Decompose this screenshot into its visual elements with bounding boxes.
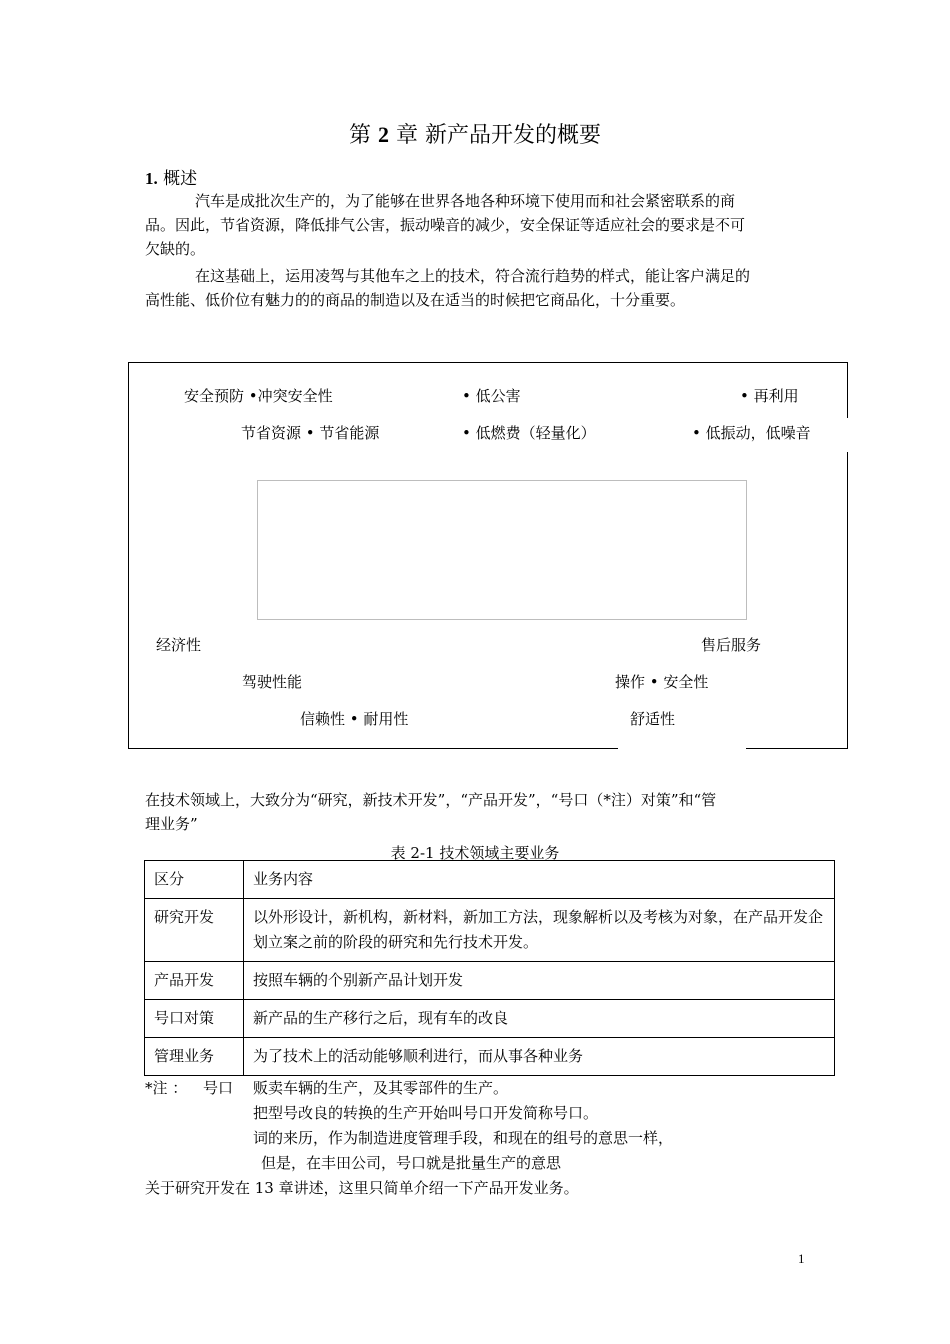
table-intro [145,788,810,836]
note-line: 但是，在丰田公司，号口就是批量生产的意思 [261,1154,562,1172]
table-caption: 表 2-1 技术领域主要业务 [390,844,560,862]
chapter-title [0,118,950,149]
table-row [145,1038,835,1076]
table-cell-content: 新产品的生产移行之后，现有车的改良 [244,1000,835,1038]
note-line: 词的来历，作为制造进度管理手段，和现在的组号的意思一样， [253,1129,674,1147]
table-cell-content: 为了技术上的活动能够顺利进行，而从事各种业务 [244,1038,835,1076]
diagram-label: • 低公害 [462,387,521,405]
note-label: *注 ： [145,1079,188,1097]
table-row [145,962,835,1000]
diagram-label: 舒适性 [630,710,676,728]
table-cell-category: 管理业务 [145,1038,244,1076]
diagram-label: 信赖性 • 耐用性 [300,710,409,728]
chapter-title-text: 章 新产品开发的概要 [396,123,601,148]
chapter-number: 2 [378,122,389,147]
diagram-label: 安全预防 •冲突安全性 [184,387,333,405]
paragraph-line: 在技术领域上，大致分为“研究，新技术开发”，“产品开发”，“号口（*注）对策”和“管 [145,791,717,809]
business-table [144,860,835,1076]
paragraph-1 [145,189,810,261]
table-cell-content: 按照车辆的个别新产品计划开发 [244,962,835,1000]
paragraph-line: 汽车是成批次生产的，为了能够在世界各地各种环境下使用而和社会紧密联系的商 [195,192,736,210]
note-line: 把型号改良的转换的生产开始叫号口开发简称号口。 [253,1104,599,1122]
diagram-label: 节省资源 • 节省能源 [241,424,380,442]
diagram-border-gap [845,418,851,452]
diagram-border-gap [618,745,746,753]
section-number: 1. [145,169,158,188]
paragraph-line: 高性能、低价位有魅力的的商品的制造以及在适当的时候把它商品化，十分重要。 [145,291,686,309]
diagram-label: 售后服务 [701,636,762,654]
paragraph-line: 理业务” [145,815,198,833]
table-header-row [145,861,835,899]
table-cell-category: 研究开发 [145,899,244,962]
diagram-label: • 低振动，低噪音 [692,424,811,442]
paragraph-line: 在这基础上，运用凌驾与其他车之上的技术，符合流行趋势的样式，能让客户满足的 [195,267,751,285]
note-term: 号口 [203,1079,234,1097]
table-cell-category: 产品开发 [145,962,244,1000]
closing-text: 关于研究开发在 13 章讲述，这里只简单介绍一下产品开发业务。 [145,1179,579,1197]
diagram-label: • 再利用 [740,387,799,405]
diagram-center-box [257,480,747,620]
diagram-label: 驾驶性能 [242,673,303,691]
table-header-cell: 业务内容 [244,861,835,899]
diagram-label: • 低燃费（轻量化） [462,424,596,442]
paragraph-2 [145,264,810,312]
paragraph-line: 品。因此，节省资源，降低排气公害，振动噪音的减少，安全保证等适应社会的要求是不可 [145,216,746,234]
section-title: 概述 [163,169,198,189]
table-row [145,1000,835,1038]
page-number: 1 [798,1251,805,1266]
section-heading [145,164,197,189]
table-header-cell: 区分 [145,861,244,899]
diagram-label: 经济性 [156,636,202,654]
table-cell-category: 号口对策 [145,1000,244,1038]
diagram-label: 操作 • 安全性 [615,673,709,691]
note-line: 贩卖车辆的生产，及其零部件的生产。 [253,1079,509,1097]
chapter-prefix: 第 [348,123,371,148]
table-row [145,899,835,962]
table-cell-content: 以外形设计，新机构，新材料，新加工方法，现象解析以及考核为对象，在产品开发企划立案之前的阶段的研究和先行技术开发。 [244,899,835,962]
paragraph-line: 欠缺的。 [145,240,206,258]
